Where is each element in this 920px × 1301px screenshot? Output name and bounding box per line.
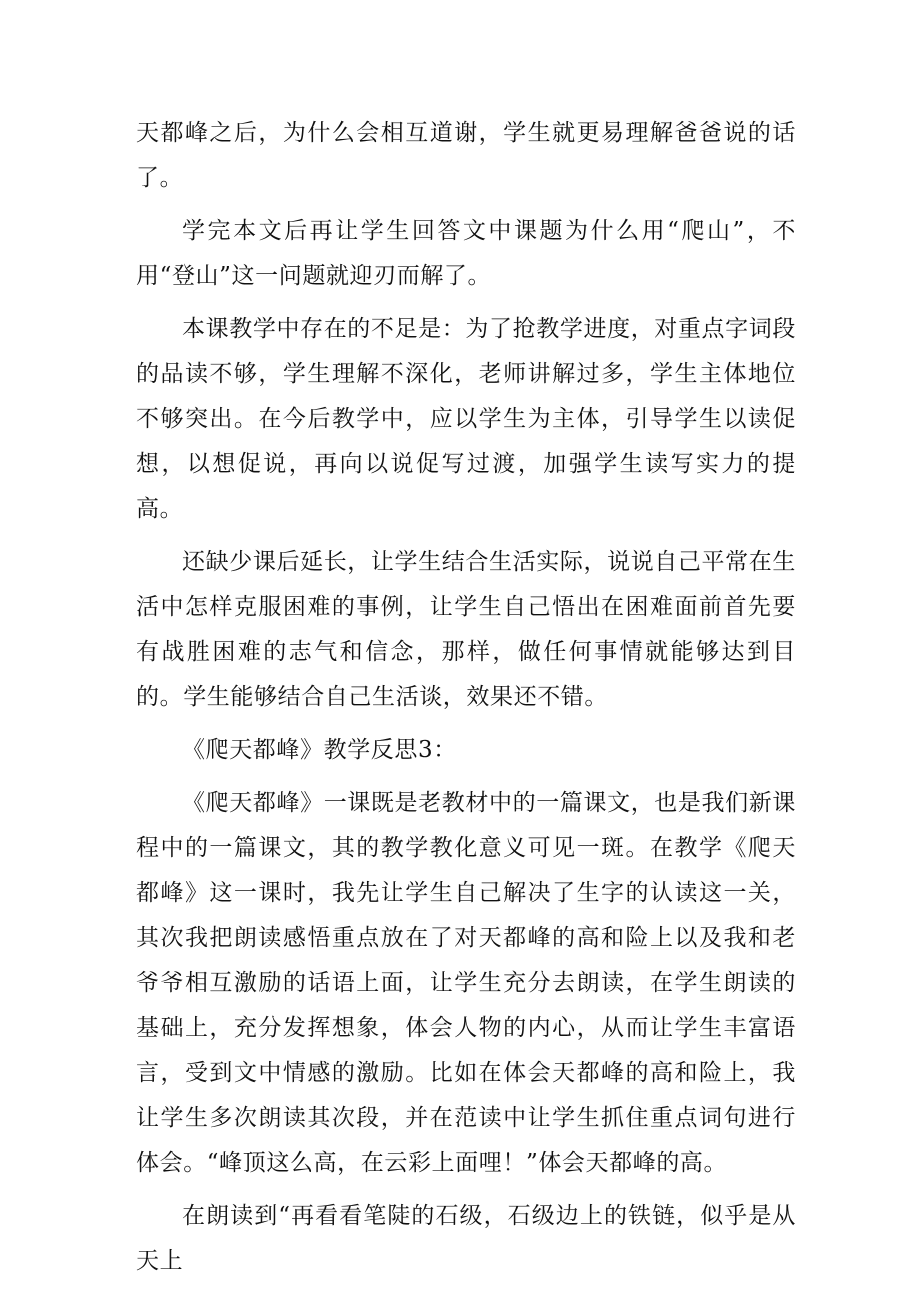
paragraph: 学完本文后再让学生回答文中课题为什么用“爬山”，不用“登山”这一问题就迎刃而解了。 [136,218,796,289]
paragraph: 《爬天都峰》一课既是老教材中的一篇课文，也是我们新课程中的一篇课文，其的教学教化意义可见一斑。在教学《爬天都峰》这一课时，我先让学生自己解决了生字的认读这一关，其次我把朗读感悟重点放在了对天都峰的高和险上以及我和老爷爷相互激励的话语上面，让学生充分去朗读，在学生朗读的基础上，充分发挥想象，体会人物的内心，从而让学生丰富语言，受到文中情感的激励。比如在体会天都峰的高和险上，我让学生多次朗读其次段，并在范读中让学生抓住重点词句进行体会。“峰顶这么高，在云彩上面哩！”体会天都峰的高。 [136,790,796,1176]
paragraph-continuation: 天都峰之后，为什么会相互道谢，学生就更易理解爸爸说的话了。 [136,120,796,191]
section-heading: 《爬天都峰》教学反思3： [182,737,457,763]
document-body [136,111,796,1292]
paragraph: 本课教学中存在的不足是：为了抢教学进度，对重点字词段的品读不够，学生理解不深化，老师讲解过多，学生主体地位不够突出。在今后教学中，应以学生为主体，引导学生以读促想，以想促说，再向以说促写过渡，加强学生读写实力的提高。 [136,316,796,522]
paragraph: 还缺少课后延长，让学生结合生活实际，说说自己平常在生活中怎样克服困难的事例，让学生自己悟出在困难面前首先要有战胜困难的志气和信念，那样，做任何事情就能够达到目的。学生能够结合自己生活谈，效果还不错。 [136,549,796,710]
paragraph: 在朗读到“再看看笔陡的石级，石级边上的铁链，似乎是从天上 [136,1203,796,1274]
